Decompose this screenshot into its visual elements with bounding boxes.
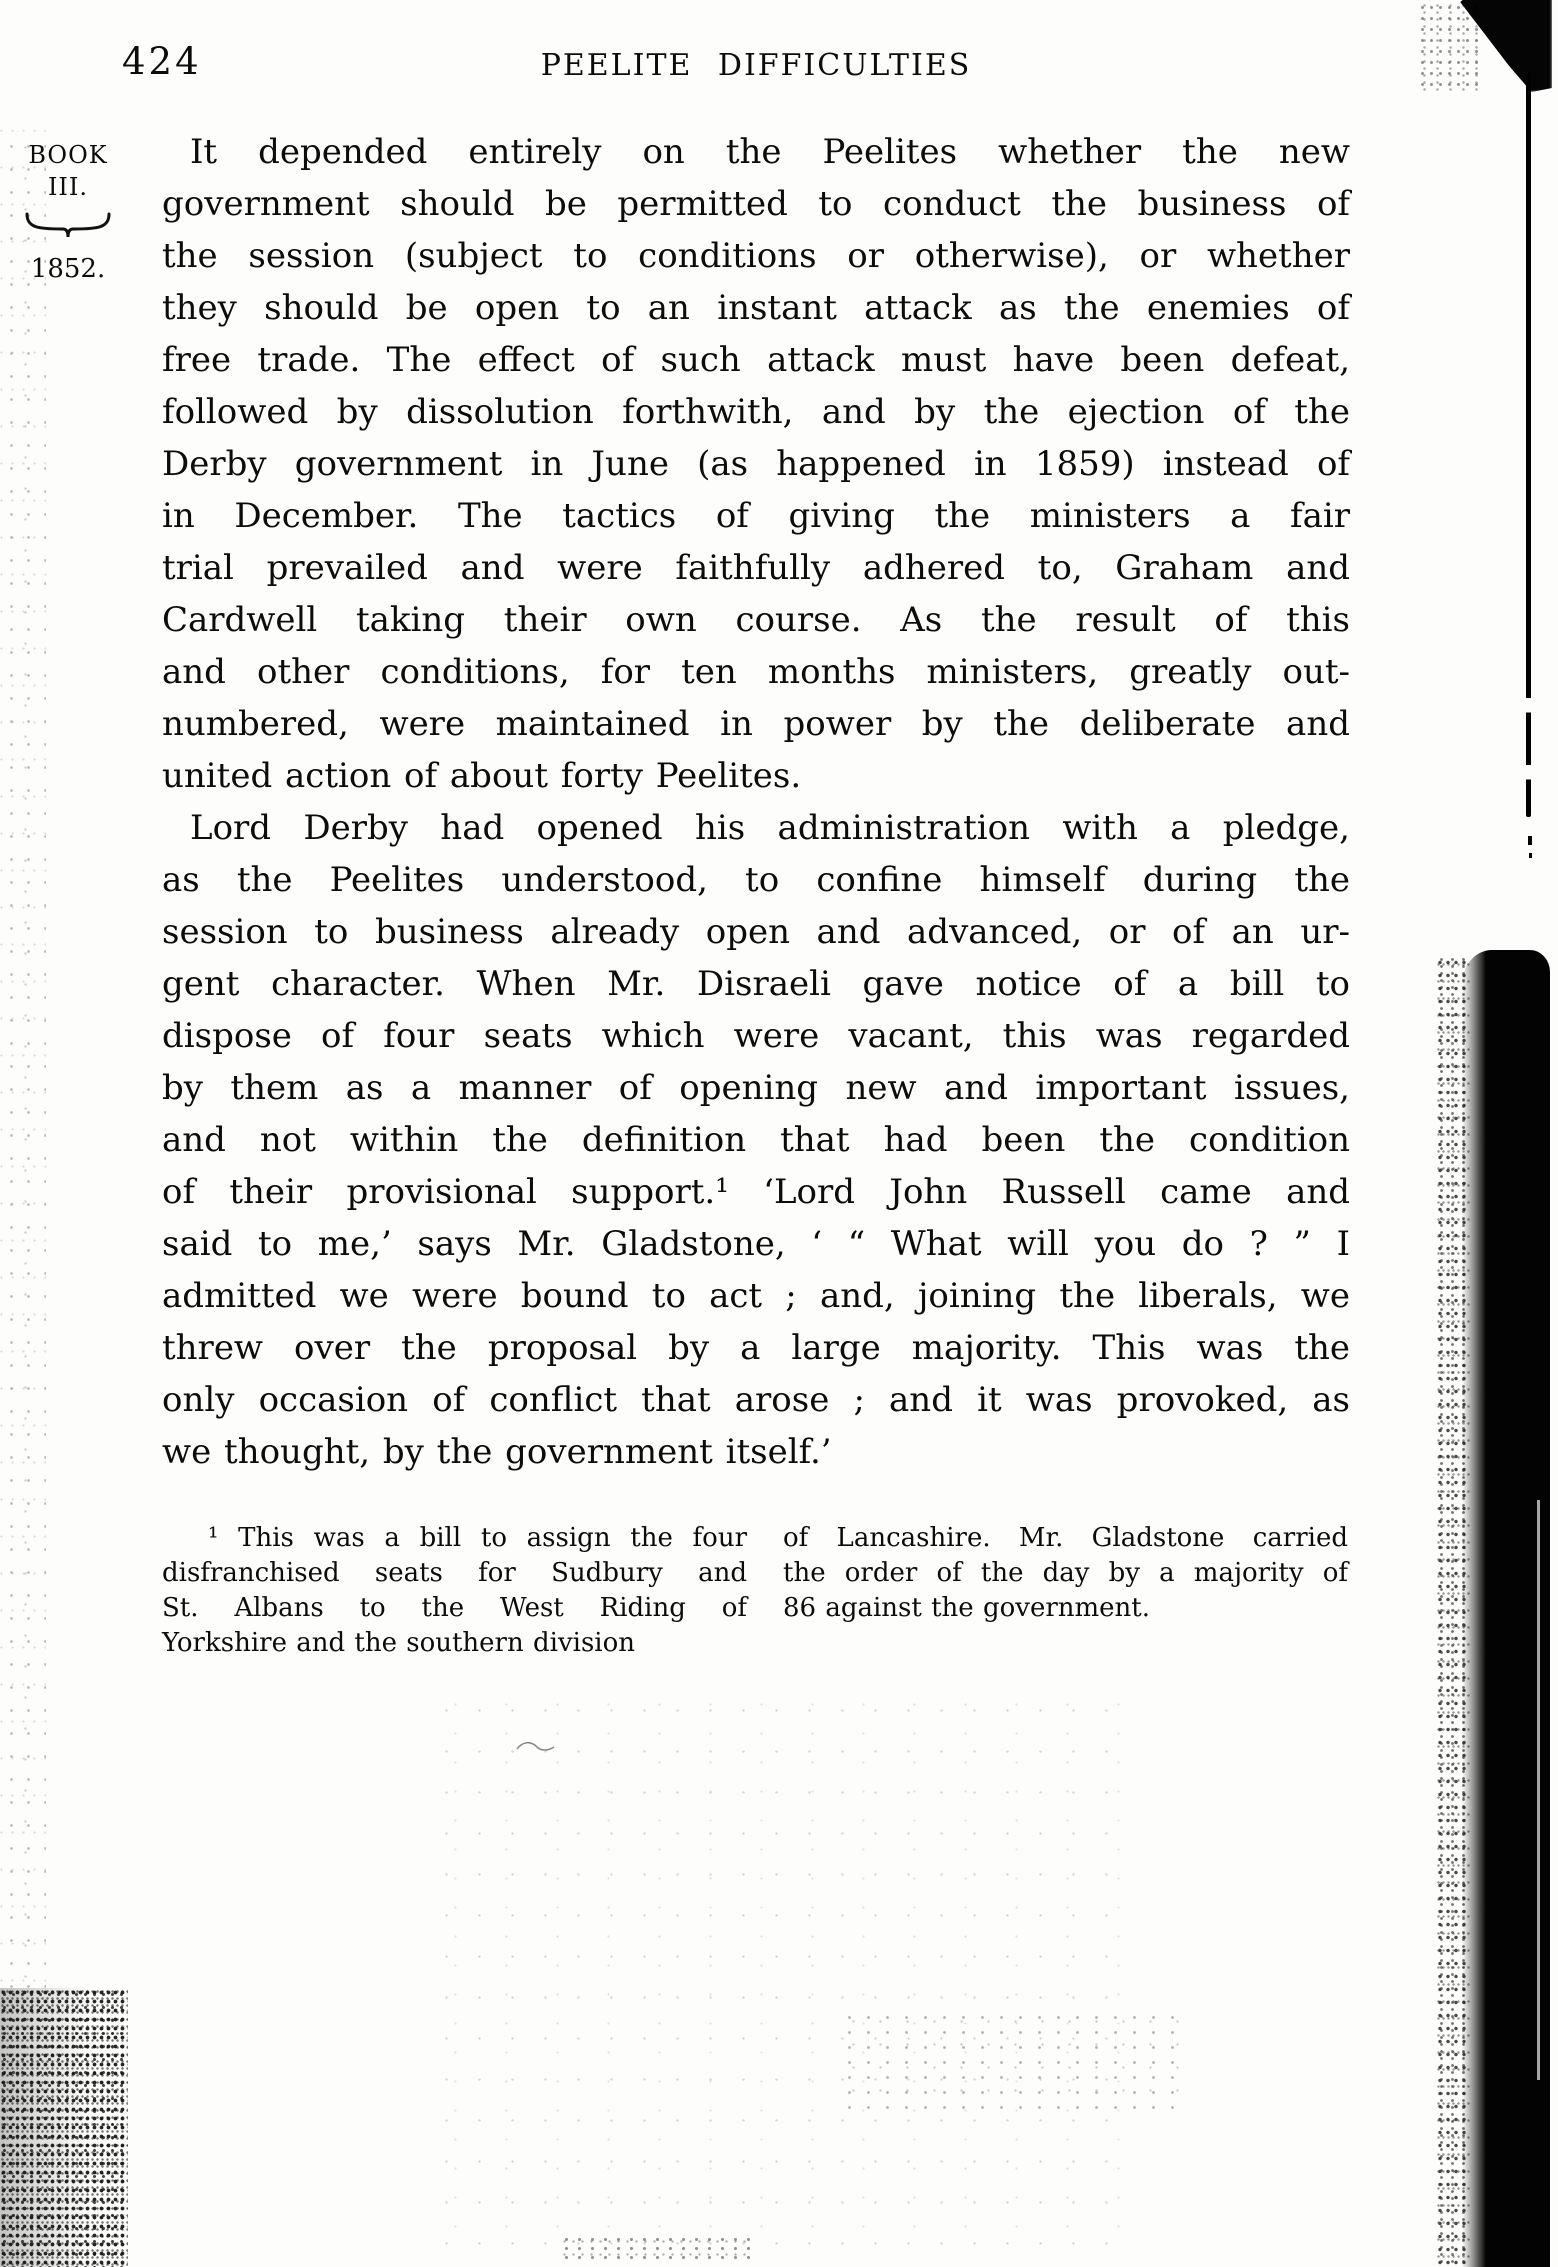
margin-year-label: 1852.	[30, 254, 106, 284]
margin-note	[18, 139, 118, 285]
body-text-line: and not within the definition that had been the condition	[162, 1120, 1350, 1160]
underbrace-icon	[24, 211, 112, 239]
scan-artifact-blob-fringe	[1418, 2, 1478, 92]
body-text-line: Derby government in June (as happened in 1859) instead of	[162, 444, 1350, 484]
body-paragraph-1	[162, 126, 1350, 802]
body-text-line: trial prevailed and were faithfully adhered to, Graham and	[162, 548, 1350, 588]
body-text-line: free trade. The effect of such attack must have been defeat,	[162, 340, 1350, 380]
body-text-line: and other conditions, for ten months ministers, greatly out-	[162, 652, 1350, 692]
running-title: PEELITE DIFFICULTIES	[540, 48, 972, 83]
scan-artifact-left-edge-noise	[0, 130, 46, 1990]
scan-artifact-dot	[1529, 853, 1532, 858]
body-text-line: government should be permitted to conduct the business of	[162, 184, 1350, 224]
margin-book-label: BOOK	[28, 141, 108, 169]
body-text-line: threw over the proposal by a large majority. This was the	[162, 1328, 1350, 1368]
body-text-line: session to business already open and advanced, or of an ur-	[162, 912, 1350, 952]
footnote-line: of Lancashire. Mr. Gladstone carried	[783, 1523, 1348, 1553]
margin-book-numeral: III.	[47, 173, 89, 201]
body-text-line: dispose of four seats which were vacant, this was regarded	[162, 1016, 1350, 1056]
footnote-line: ¹ This was a bill to assign the four	[208, 1523, 747, 1553]
body-text-line: of their provisional support.¹ ‘Lord John Russell came and	[162, 1172, 1350, 1212]
scan-artifact-band-highlight	[1537, 1500, 1540, 2080]
body-text-line: as the Peelites understood, to confine himself during the	[162, 860, 1350, 900]
footnote-line: the order of the day by a majority of	[783, 1558, 1348, 1588]
scan-artifact-bottom-noise	[840, 2010, 1180, 2110]
scan-artifact-bottom-center-smudge	[560, 2235, 750, 2265]
scan-artifact-band-fringe	[1436, 956, 1470, 2267]
body-text-line: Lord Derby had opened his administration with a pledge,	[190, 808, 1350, 848]
scan-artifact-top-right-blob	[1450, 0, 1552, 92]
scan-artifact-thin-vertical-line	[1526, 72, 1531, 817]
body-text-line: only occasion of conflict that arose ; and it was provoked, as	[162, 1380, 1350, 1420]
scan-artifact-showthrough-noise	[430, 1690, 1130, 2250]
body-text-line: Cardwell taking their own course. As the result of this	[162, 600, 1350, 640]
body-paragraph-2	[162, 802, 1350, 1478]
scan-artifact-bottom-left-noise	[0, 1988, 128, 2267]
body-text-line: admitted we were bound to act ; and, joining the liberals, we	[162, 1276, 1350, 1316]
body-text-line: followed by dissolution forthwith, and by the ejection of the	[162, 392, 1350, 432]
scan-artifact-right-black-band	[1462, 950, 1550, 2267]
footnote-line: Yorkshire and the southern division	[162, 1628, 636, 1658]
body-text-line: It depended entirely on the Peelites whether the new	[190, 132, 1350, 172]
footnote-line: 86 against the government.	[783, 1593, 1150, 1623]
scan-artifact-squiggle	[515, 1738, 557, 1756]
footnote-right-column	[783, 1521, 1348, 1626]
body-text-line: numbered, were maintained in power by the deliberate and	[162, 704, 1350, 744]
body-text-line: they should be open to an instant attack as the enemies of	[162, 288, 1350, 328]
body-text-line: we thought, by the government itself.’	[162, 1432, 832, 1472]
footnote-line: disfranchised seats for Sudbury and	[162, 1558, 747, 1588]
body-text-line: united action of about forty Peelites.	[162, 756, 802, 796]
body-text-line: the session (subject to conditions or otherwise), or whether	[162, 236, 1350, 276]
scan-artifact-dot	[1528, 836, 1532, 845]
body-text-line: in December. The tactics of giving the ministers a fair	[162, 496, 1350, 536]
body-text-line: gent character. When Mr. Disraeli gave notice of a bill to	[162, 964, 1350, 1004]
footnote-line: St. Albans to the West Riding of	[162, 1593, 747, 1623]
body-text	[162, 126, 1350, 1478]
body-text-line: said to me,’ says Mr. Gladstone, ‘ “ What will you do ? ” I	[162, 1224, 1350, 1264]
footnote-left-column	[162, 1521, 747, 1661]
page-number: 424	[122, 40, 202, 83]
body-text-line: by them as a manner of opening new and important issues,	[162, 1068, 1350, 1108]
